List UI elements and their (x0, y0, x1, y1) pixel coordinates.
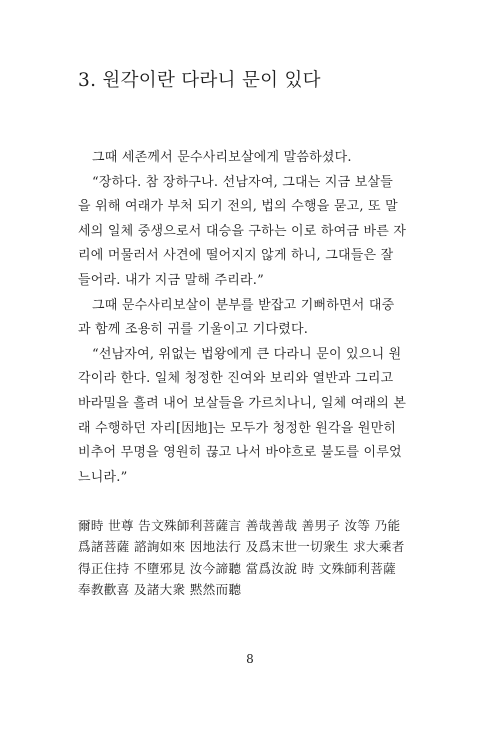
body-line: 각이라 한다. 일체 청정한 진여와 보리와 열반과 그리고 (78, 371, 394, 387)
body-line: 바라밀을 흘려 내어 보살들을 가르치나니, 일체 여래의 본 (78, 395, 407, 411)
body-line: 그때 세존께서 문수사리보살에게 말씀하셨다. (92, 150, 352, 165)
body-line: 비추어 무명을 영원히 끊고 나서 바야흐로 불도를 이루었 (78, 445, 402, 461)
classical-line: 得正住持 不墮邪見 汝今諦聽 當爲汝說 時 文殊師利菩薩 (78, 560, 397, 576)
body-line: 세의 일체 중생으로서 대승을 구하는 이로 하여금 바른 자 (78, 223, 407, 239)
body-line: 그때 문수사리보살이 분부를 받잡고 기뻐하면서 대중 (92, 297, 395, 313)
body-line: 리에 머물러서 사견에 떨어지지 않게 하니, 그대들은 잘 (78, 248, 394, 264)
body-line: 과 함께 조용히 귀를 기울이고 기다렸다. (78, 322, 309, 338)
body-line: 들어라. 내가 지금 말해 주리라.” (78, 272, 264, 288)
body-line: 을 위해 여래가 부처 되기 전의, 법의 수행을 묻고, 또 말 (78, 199, 398, 215)
classical-line: 爲諸菩薩 諮詢如來 因地法行 及爲末世一切衆生 求大乘者 (78, 539, 405, 555)
body-line: “장하다. 참 장하구나. 선남자여, 그대는 지금 보살들 (92, 174, 393, 190)
classical-chinese-text (78, 515, 405, 600)
body-line: 래 수행하던 자리[因地]는 모두가 청정한 원각을 원만히 (78, 420, 397, 436)
chapter-title: 3. 원각이란 다라니 문이 있다 (78, 70, 321, 91)
body-line: 느니라.” (78, 469, 128, 485)
page-number: 8 (246, 652, 254, 666)
body-text (78, 146, 407, 490)
body-line: “선남자여, 위없는 법왕에게 큰 다라니 문이 있으니 원 (92, 346, 402, 362)
classical-line: 奉教歡喜 及諸大衆 黙然而聽 (78, 581, 242, 597)
classical-line: 爾時 世尊 告文殊師利菩薩言 善哉善哉 善男子 汝等 乃能 (78, 518, 401, 533)
